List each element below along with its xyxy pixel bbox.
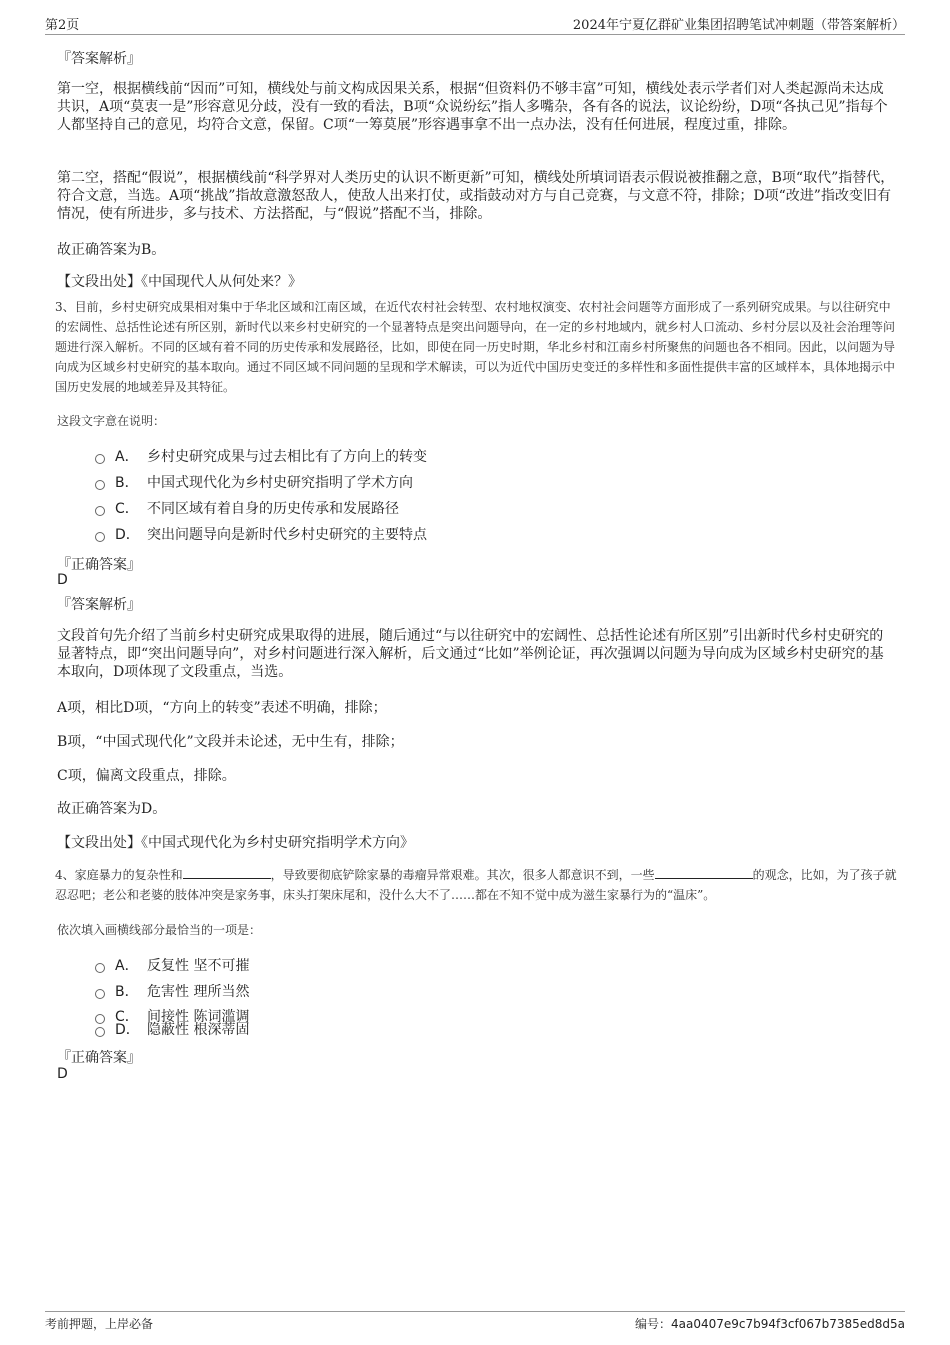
q2-analysis-para1: 第一空，根据横线前“因而”可知，横线处与前文构成因果关系，根据“但资料仍不够丰富”可知，横线处表示学者们对人类起源尚未达成共识，A项“莫衷一是”形容意见分歧，没有一致的看法，B项“众说纷纭”指人多嘴杂，各有各的说法，议论纷纷，D项“各执己见”指每个人都坚持自己的意见，均符合文意，保留。C项“一筹莫展”形容遇事拿不出一点办法，没有任何进展，程度过重，排除。: [57, 81, 888, 133]
q4-answer: D: [57, 1066, 68, 1082]
q3-analysis-b: B项，“中国式现代化”文段并未论述，无中生有，排除；: [57, 734, 404, 750]
q4-prompt: 依次填入画横线部分最恰当的一项是：: [57, 923, 262, 937]
footer-code: 编号：4aa0407e9c7b94f3cf067b7385ed8d5a: [634, 1317, 905, 1331]
q2-analysis-label: 『答案解析』: [57, 51, 141, 67]
page-header: [45, 14, 905, 35]
radio-icon[interactable]: [95, 480, 105, 490]
q4-stem: 4、家庭暴力的复杂性和 ，导致要彻底铲除家暴的毒瘤异常艰难。其次，很多人都意识不到，一些 的观念，比如，为了孩子就忍忍吧；老公和老婆的肢体冲突是家务事，床头打架床尾和，没什么大不了……都在不知不觉中成为滋生家暴行为的“温床”。: [55, 868, 897, 902]
q3-stem: 3、目前，乡村史研究成果相对集中于华北区域和江南区域，在近代农村社会转型、农村地权演变、农村社会问题等方面形成了一系列研究成果。与以往研究中的宏阔性、总括性论述有所区别，新时代以来乡村史研究的一个显著特点是突出问题导向，在一定的乡村地域内，就乡村人口流动、乡村分层以及社会治理等问题进行深入解析。不同的区域有着不同的历史传承和发展路径，比如，即使在同一历史时期，华北乡村和江南乡村所聚焦的问题也各不相同。因此，以问题为导向成为区域乡村史研究的基本取向。通过不同区域不同问题的呈现和学术解读，可以为近代中国历史变迁的多样性和多面性提供丰富的区域样本，具体地揭示中国历史发展的地域差异及其特征。: [55, 300, 896, 394]
q3-analysis-c: C项，偏离文段重点，排除。: [57, 768, 236, 784]
q3-source: 【文段出处】《中国式现代化为乡村史研究指明学术方向》: [57, 835, 414, 851]
document-title: 2024年宁夏亿群矿业集团招聘笔试冲刺题（带答案解析）: [572, 18, 905, 33]
q3-analysis-label: 『答案解析』: [57, 597, 141, 613]
radio-icon[interactable]: [95, 989, 105, 999]
footer-slogan: 考前押题，上岸必备: [45, 1317, 154, 1331]
q4-option-c[interactable]: C． 间接性 陈词滥调: [95, 1006, 249, 1026]
q3-prompt: 这段文字意在说明：: [57, 414, 166, 428]
radio-icon[interactable]: [95, 454, 105, 464]
page-footer: [45, 1311, 905, 1332]
q4-option-d[interactable]: D． 隐蔽性 根深蒂固: [95, 1019, 249, 1039]
q2-analysis-para2: 第二空，搭配“假说”，根据横线前“科学界对人类历史的认识不断更新”可知，横线处所填词语表示假说被推翻之意，B项“取代”指替代，符合文意，当选。A项“挑战”指故意激怒敌人，使敌人出来打仗，或指鼓动对方与自己竞赛，与文意不符，排除；D项“改进”指改变旧有情况，使有所进步，多与技术、方法搭配，与“假说”搭配不当，排除。: [57, 170, 895, 222]
radio-icon[interactable]: [95, 532, 105, 542]
q3-option-b[interactable]: B． 中国式现代化为乡村史研究指明了学术方向: [95, 472, 413, 492]
fill-blank-2: [655, 866, 753, 879]
q3-answer-label: 『正确答案』: [57, 557, 141, 573]
radio-icon[interactable]: [95, 1027, 105, 1037]
q3-analysis-para1: 文段首句先介绍了当前乡村史研究成果取得的进展，随后通过“与以往研究中的宏阔性、总括性论述有所区别”引出新时代乡村史研究的显著特点，即“突出问题导向”，对乡村问题进行深入解析，后文通过“比如”举例论证，再次强调以问题为导向成为区域乡村史研究的基本取向，D项体现了文段重点，当选。: [57, 628, 884, 680]
q3-option-d[interactable]: D． 突出问题导向是新时代乡村史研究的主要特点: [95, 524, 427, 544]
q3-analysis-a: A项，相比D项，“方向上的转变”表述不明确，排除；: [57, 700, 387, 716]
q3-option-a[interactable]: A． 乡村史研究成果与过去相比有了方向上的转变: [95, 446, 427, 466]
q3-option-c[interactable]: C． 不同区域有着自身的历史传承和发展路径: [95, 498, 399, 518]
page-number: 第2页: [45, 18, 80, 33]
radio-icon[interactable]: [95, 506, 105, 516]
q4-answer-label: 『正确答案』: [57, 1050, 141, 1066]
fill-blank-1: [183, 866, 271, 879]
q2-source: 【文段出处】《中国现代人从何处来？》: [57, 274, 302, 290]
radio-icon[interactable]: [95, 963, 105, 973]
q2-conclusion: 故正确答案为B。: [57, 242, 166, 258]
q4-option-a[interactable]: A． 反复性 坚不可摧: [95, 955, 249, 975]
q4-option-b[interactable]: B． 危害性 理所当然: [95, 981, 249, 1001]
q3-answer: D: [57, 572, 68, 588]
q3-conclusion: 故正确答案为D。: [57, 801, 167, 817]
